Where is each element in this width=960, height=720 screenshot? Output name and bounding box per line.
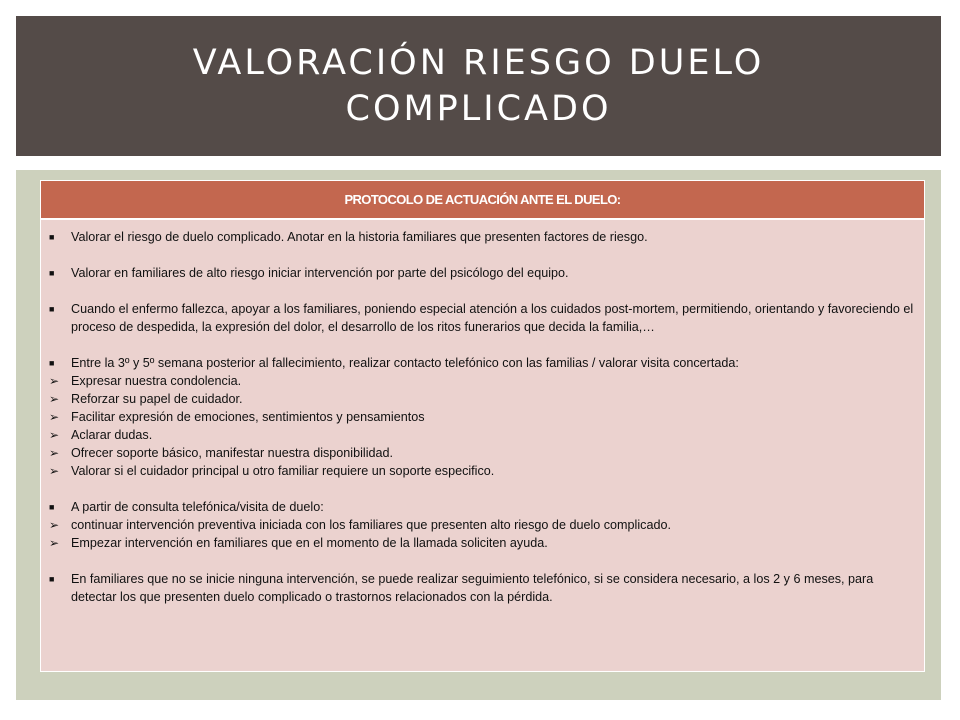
list-item [49,570,916,606]
square-bullet-icon: ■ [49,502,55,512]
sub-list-item-text: Valorar si el cuidador principal u otro familiar requiere un soporte especifico. [71,464,495,478]
arrow-bullet-icon: ➢ [49,464,60,478]
list-item-text: En familiares que no se inicie ninguna intervención, se puede realizar seguimiento telefónico, si se considera necesario, a los 2 y 6 meses, para detectar los que presenten duelo complicado o trastornos relacionados con la pérdida. [71,572,874,604]
list-item-text: A partir de consulta telefónica/visita de duelo: [71,500,324,514]
title-band [16,16,941,156]
sub-list-item [49,444,916,462]
list-item [49,354,916,372]
arrow-bullet-icon: ➢ [49,518,60,532]
arrow-bullet-icon: ➢ [49,428,60,442]
list-item-text: Valorar el riesgo de duelo complicado. Anotar en la historia familiares que presenten factores de riesgo. [71,230,648,244]
protocol-header: PROTOCOLO DE ACTUACIÓN ANTE EL DUELO: [41,181,924,220]
slide-title-line-2: COMPLICADO [345,89,612,129]
slide-title [129,40,829,132]
sub-list-item-text: continuar intervención preventiva iniciada con los familiares que presenten alto riesgo de duelo complicado. [71,518,671,532]
square-bullet-icon: ■ [49,574,55,584]
sub-list-item-text: Empezar intervención en familiares que en el momento de la llamada soliciten ayuda. [71,536,548,550]
sub-list-item-text: Expresar nuestra condolencia. [71,374,242,388]
sub-list-item [49,408,916,426]
list-item [49,300,916,336]
square-bullet-icon: ■ [49,232,55,242]
list-item [49,264,916,282]
list-item-text: Valorar en familiares de alto riesgo iniciar intervención por parte del psicólogo del equipo. [71,266,569,280]
sub-list-item [49,534,916,552]
slide-title-line-1: VALORACIÓN RIESGO DUELO [192,43,765,83]
sub-list-item [49,516,916,534]
arrow-bullet-icon: ➢ [49,446,60,460]
sub-list-item-text: Ofrecer soporte básico, manifestar nuestra disponibilidad. [71,446,394,460]
sub-list-item [49,426,916,444]
sub-list-item-text: Aclarar dudas. [71,428,153,442]
arrow-bullet-icon: ➢ [49,392,60,406]
list-item-text: Entre la 3º y 5º semana posterior al fallecimiento, realizar contacto telefónico con las familias / valorar visita concertada: [71,356,739,370]
sub-list-item [49,372,916,390]
arrow-bullet-icon: ➢ [49,410,60,424]
list-item [49,228,916,246]
square-bullet-icon: ■ [49,304,55,314]
list-item [49,498,916,516]
arrow-bullet-icon: ➢ [49,536,60,550]
sub-list-item [49,462,916,480]
arrow-bullet-icon: ➢ [49,374,60,388]
square-bullet-icon: ■ [49,358,55,368]
sub-list-item-text: Reforzar su papel de cuidador. [71,392,243,406]
sub-list-item-text: Facilitar expresión de emociones, sentimientos y pensamientos [71,410,425,424]
square-bullet-icon: ■ [49,268,55,278]
sub-list-item [49,390,916,408]
protocol-body [41,220,924,671]
list-item-text: Cuando el enfermo fallezca, apoyar a los familiares, poniendo especial atención a los cuidados post-mortem, permitiendo, orientando y favoreciendo el proceso de despedida, la expresión del dolor, el desarrollo de los ritos funerarios que decida la familia,… [71,302,914,334]
protocol-table [40,180,925,672]
content-band [16,170,941,700]
